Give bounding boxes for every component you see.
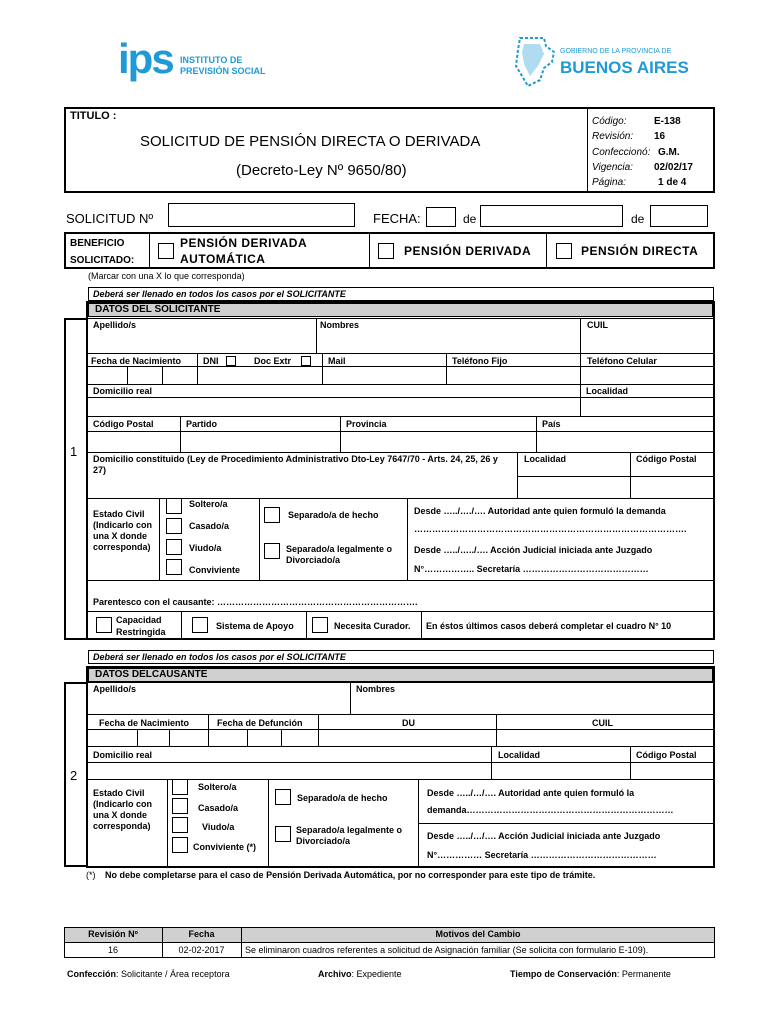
section-2-number: 2 (70, 768, 78, 783)
capacidad-restringida-label: Capacidad Restringida (116, 615, 166, 637)
causante-separado-legal-checkbox[interactable] (275, 826, 291, 842)
nombres-label: Nombres (320, 320, 360, 330)
beneficio-label-2: SOLICITADO: (70, 255, 135, 266)
causante-casado-label: Casado/a (198, 803, 239, 813)
buenos-aires-logo (514, 36, 689, 88)
section-1-number: 1 (70, 444, 78, 459)
separado-legal-label: Separado/a legalmente o Divorciado/a (286, 544, 393, 565)
meta-value: 02/02/17 (654, 162, 693, 173)
causante-du-field[interactable] (319, 730, 496, 746)
codigo-postal-field[interactable] (88, 432, 180, 452)
dni-field[interactable] (198, 367, 322, 384)
causante-fecha-nacimiento-field[interactable] (88, 730, 208, 746)
cuil-label: CUIL (587, 320, 608, 330)
fecha-nacimiento-label: Fecha de Nacimiento (91, 356, 182, 366)
causante-conviviente-checkbox[interactable] (172, 837, 188, 853)
localidad-2-label: Localidad (524, 454, 567, 464)
pais-label: País (542, 419, 561, 429)
estado-civil-label: Estado Civil (Indicarlo con una X donde corresponda) (93, 509, 153, 552)
soltero-label: Soltero/a (189, 499, 228, 509)
parentesco-text: Parentesco con el causante: …………………………………………………………. (93, 597, 418, 607)
causante-localidad-label: Localidad (498, 750, 541, 760)
ba-logo-line1: GOBIERNO DE LA PROVINCIA DE (560, 48, 672, 55)
provincia-field[interactable] (341, 432, 536, 452)
nombres-field[interactable] (317, 332, 580, 352)
causante-apellidos-label: Apellido/s (93, 684, 137, 694)
separado-hecho-label: Separado/a de hecho (288, 510, 379, 520)
meta-label: Confeccionó: (592, 147, 651, 158)
causante-codigo-postal-label: Código Postal (636, 750, 697, 760)
domicilio-constituido-label: Domicilio constituido (Ley de Procedimiento Administrativo Dto-Ley 7647/70 - Arts. 24, 25, 26 y 27) (93, 454, 498, 475)
pension-derivada-automatica-label-1: PENSIÓN DERIVADA (180, 236, 308, 250)
footer-archivo (318, 969, 402, 979)
solicitud-number-field[interactable] (168, 203, 355, 227)
titulo-label: TITULO : (70, 110, 117, 122)
causante-soltero-label: Soltero/a (198, 782, 237, 792)
fecha-month-field[interactable] (480, 205, 623, 227)
meta-value: 16 (654, 131, 666, 142)
partido-field[interactable] (181, 432, 340, 452)
footer-confeccion-label: Confección (67, 969, 117, 979)
meta-label: Página: (592, 177, 626, 188)
telefono-celular-label: Teléfono Celular (587, 356, 657, 366)
section-2-title: DATOS DELCAUSANTE (88, 668, 713, 682)
footer-archivo-value: : Expediente (351, 969, 402, 979)
ips-logo-mark: ips (118, 35, 173, 82)
conviviente-label: Conviviente (189, 565, 241, 575)
desde-demanda-text: Desde …../…./…. Autoridad ante quien formuló la demanda (414, 506, 666, 516)
cuil-field[interactable] (581, 332, 713, 352)
necesita-curador-checkbox[interactable] (312, 617, 328, 633)
causante-fecha-defuncion-label: Fecha de Defunción (217, 718, 303, 728)
footnote-mark: (*) (86, 870, 96, 880)
causante-casado-checkbox[interactable] (172, 798, 188, 814)
pension-directa-label: PENSIÓN DIRECTA (581, 244, 699, 258)
conviviente-checkbox[interactable] (166, 559, 182, 575)
pension-directa-checkbox[interactable] (556, 243, 572, 259)
pais-field[interactable] (537, 432, 713, 452)
partido-label: Partido (186, 419, 218, 429)
dni-checkbox[interactable] (226, 356, 236, 366)
meta-value: E-138 (654, 116, 681, 127)
ips-logo-line2: PREVISIÓN SOCIAL (180, 66, 266, 76)
causante-conviviente-label: Conviviente (*) (193, 842, 257, 852)
localidad-field[interactable] (581, 398, 713, 416)
causante-localidad-field[interactable] (492, 763, 630, 779)
meta-label: Vigencia: (592, 162, 633, 173)
casado-label: Casado/a (189, 521, 230, 531)
footer-archivo-label: Archivo (318, 969, 352, 979)
ba-logo-line2: BUENOS AIRES (560, 58, 689, 77)
meta-value: 1 de 4 (658, 177, 687, 188)
footnote-text: No debe completarse para el caso de Pensión Derivada Automática, por no corresponder para este tipo de trámite. (105, 870, 596, 880)
viudo-checkbox[interactable] (166, 539, 182, 555)
pension-derivada-label: PENSIÓN DERIVADA (404, 244, 532, 258)
apellidos-label: Apellido/s (93, 320, 137, 330)
desde-juzgado-text: Desde …../…../…. Acción Judicial iniciada ante Juzgado (414, 545, 653, 555)
revision-header-rev: Revisión Nº (88, 929, 138, 939)
causante-separado-hecho-label: Separado/a de hecho (297, 793, 388, 803)
sistema-apoyo-label: Sistema de Apoyo (216, 621, 294, 631)
nro-secretaria-text: N°…………….. Secretaría …………………………………… (414, 564, 649, 574)
viudo-label: Viudo/a (189, 543, 222, 553)
meta-label: Código: (592, 116, 627, 127)
localidad-2-field[interactable] (518, 477, 630, 498)
fecha-day-field[interactable] (426, 207, 456, 227)
doc-extr-label: Doc Extr (254, 356, 292, 366)
section-1-number-box (64, 318, 88, 640)
causante-estado-civil-label: Estado Civil (Indicarlo con una X donde corresponda) (93, 788, 153, 831)
meta-label: Revisión: (592, 131, 634, 142)
domicilio-constituido-field[interactable] (88, 478, 517, 498)
mail-field[interactable] (323, 367, 446, 384)
footer-confeccion-value: : Solicitante / Área receptora (116, 969, 230, 979)
form-title: SOLICITUD DE PENSIÓN DIRECTA O DERIVADA (140, 133, 481, 150)
codigo-postal-2-label: Código Postal (636, 454, 697, 464)
footer-tiempo-value: : Permanente (616, 969, 671, 979)
dni-label: DNI (203, 356, 219, 366)
causante-desde-demanda-text: Desde …../…/…. Autoridad ante quien formuló la (427, 788, 635, 798)
causante-du-label: DU (402, 718, 415, 728)
ips-logo-line1: INSTITUTO DE (180, 55, 243, 65)
section-2-instruction: Deberá ser llenado en todos los casos por el SOLICITANTE (93, 652, 346, 662)
causante-fecha-nacimiento-label: Fecha de Nacimiento (99, 718, 190, 728)
codigo-postal-2-field[interactable] (631, 477, 713, 498)
causante-separado-hecho-checkbox[interactable] (275, 789, 291, 805)
footer-confeccion (67, 969, 230, 979)
fecha-nacimiento-field[interactable] (88, 367, 197, 384)
sistema-apoyo-checkbox[interactable] (192, 617, 208, 633)
causante-demanda-dots: demanda…………………………………………………………… (427, 805, 674, 815)
domicilio-real-field[interactable] (88, 398, 580, 416)
necesita-curador-label: Necesita Curador. (334, 621, 411, 631)
separado-legal-checkbox[interactable] (264, 543, 280, 559)
soltero-checkbox[interactable] (166, 498, 182, 514)
causante-viudo-label: Viudo/a (202, 822, 235, 832)
doc-extr-checkbox[interactable] (301, 356, 311, 366)
solicitud-label: SOLICITUD Nº (66, 211, 154, 226)
cuadro-10-note: En éstos últimos casos deberá completar el cuadro N° 10 (426, 621, 672, 631)
revision-cell-motivos: Se eliminaron cuadros referentes a solicitud de Asignación familiar (Se solicita con formulario E-109). (245, 945, 649, 955)
revision-header-motivos: Motivos del Cambio (435, 929, 521, 939)
causante-apellidos-field[interactable] (88, 696, 350, 714)
localidad-label: Localidad (586, 386, 629, 396)
section-1-title: DATOS DEL SOLICITANTE (88, 303, 713, 317)
apellidos-field[interactable] (88, 332, 316, 352)
pension-derivada-automatica-label-2: AUTOMÁTICA (180, 252, 266, 266)
pension-derivada-checkbox[interactable] (378, 243, 394, 259)
codigo-postal-label: Código Postal (93, 419, 154, 429)
casado-checkbox[interactable] (166, 518, 182, 534)
causante-desde-juzgado-text: Desde …../…/…. Acción Judicial iniciada ante Juzgado (427, 831, 661, 841)
fecha-year-field[interactable] (650, 205, 708, 227)
demanda-dots: ………………………………………………………………………………. (414, 524, 687, 534)
footer-tiempo-label: Tiempo de Conservación (510, 969, 617, 979)
meta-value: G.M. (658, 147, 680, 158)
causante-nro-secretaria-text: N°…………… Secretaría …………………………………… (427, 850, 657, 860)
revision-cell-fecha: 02-02-2017 (178, 945, 225, 955)
beneficio-label-1: BENEFICIO (70, 238, 125, 249)
telefono-celular-field[interactable] (581, 367, 713, 384)
causante-viudo-checkbox[interactable] (172, 817, 188, 833)
revision-header-fecha: Fecha (188, 929, 215, 939)
de-label-2: de (631, 212, 645, 226)
province-map-icon (514, 36, 556, 88)
causante-nombres-field[interactable] (351, 696, 713, 714)
causante-soltero-checkbox[interactable] (172, 779, 188, 795)
revision-cell-rev: 16 (107, 945, 118, 955)
causante-codigo-postal-field[interactable] (631, 763, 713, 779)
pension-derivada-automatica-checkbox[interactable] (158, 243, 174, 259)
footer-tiempo (510, 969, 671, 979)
mail-label: Mail (328, 356, 346, 366)
causante-domicilio-real-field[interactable] (88, 763, 491, 779)
causante-cuil-field[interactable] (497, 730, 713, 746)
capacidad-restringida-checkbox[interactable] (96, 617, 112, 633)
causante-fecha-defuncion-field[interactable] (209, 730, 318, 746)
provincia-label: Provincia (346, 419, 387, 429)
causante-cuil-label: CUIL (592, 718, 613, 728)
causante-nombres-label: Nombres (356, 684, 396, 694)
causante-domicilio-real-label: Domicilio real (93, 750, 153, 760)
de-label-1: de (463, 212, 477, 226)
beneficio-note: (Marcar con una X lo que corresponda) (88, 271, 245, 281)
ips-logo (118, 35, 278, 86)
telefono-fijo-field[interactable] (447, 367, 580, 384)
section-1-instruction: Deberá ser llenado en todos los casos por el SOLICITANTE (93, 289, 346, 299)
separado-hecho-checkbox[interactable] (264, 507, 280, 523)
domicilio-real-label: Domicilio real (93, 386, 153, 396)
causante-separado-legal-label: Separado/a legalmente o Divorciado/a (296, 825, 403, 846)
telefono-fijo-label: Teléfono Fijo (452, 356, 508, 366)
fecha-label: FECHA: (373, 211, 421, 226)
form-subtitle: (Decreto-Ley Nº 9650/80) (236, 162, 407, 179)
